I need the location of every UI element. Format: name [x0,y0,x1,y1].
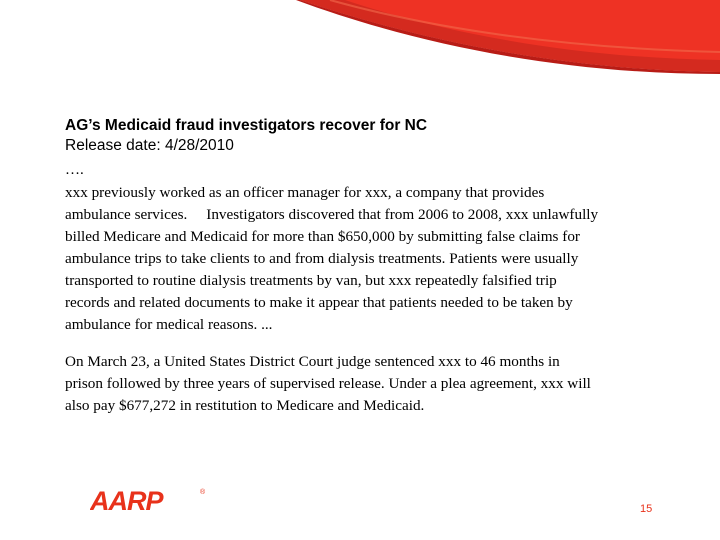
paragraph-line: records and related documents to make it appear that patients needed to be taken by [65,294,573,311]
body-paragraph-1 [65,182,693,336]
svg-text:AARP: AARP [90,486,163,515]
paragraph-line: On March 23, a United States District Court judge sentenced xxx to 46 months in [65,353,560,370]
red-swoosh-header [0,0,720,110]
body-paragraph-2 [65,351,693,417]
paragraph-line: ambulance for medical reasons. ... [65,316,273,333]
aarp-logo [90,485,215,515]
paragraph-line: ambulance trips to take clients to and from dialysis treatments. Patients were usually [65,250,579,267]
paragraph-line: prison followed by three years of supervised release. Under a plea agreement, xxx will [65,375,591,392]
page-number: 15 [640,503,653,515]
ellipsis-text: …. [65,162,84,178]
slide-title: AG’s Medicaid fraud investigators recover for NC [65,117,428,134]
paragraph-line: transported to routine dialysis treatments by van, but xxx repeatedly falsified trip [65,272,557,289]
svg-text:®: ® [200,489,206,496]
paragraph-line: xxx previously worked as an officer manager for xxx, a company that provides [65,184,545,201]
paragraph-line: ambulance services. Investigators discovered that from 2006 to 2008, xxx unlawfully [65,206,599,223]
release-date: Release date: 4/28/2010 [65,137,234,154]
paragraph-line: billed Medicare and Medicaid for more than $650,000 by submitting false claims for [65,228,580,245]
paragraph-line: also pay $677,272 in restitution to Medicare and Medicaid. [65,397,425,414]
